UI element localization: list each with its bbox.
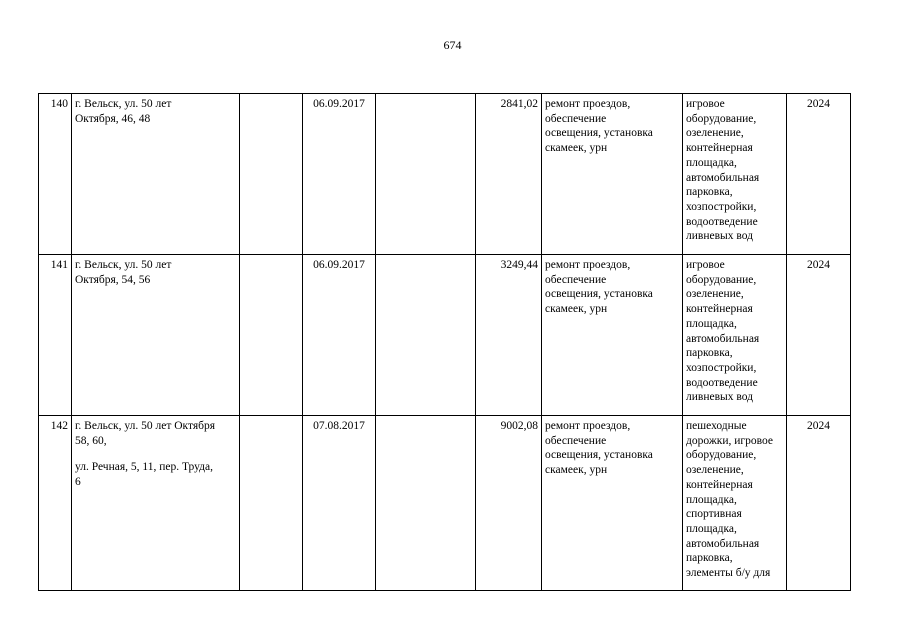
table-row <box>39 416 851 591</box>
date-cell <box>303 255 376 416</box>
year-text: 2024 <box>807 259 830 271</box>
empty-cell <box>376 416 476 591</box>
address-text: г. Вельск, ул. 50 лет Октября 58, 60, <box>75 420 216 447</box>
additional-works-text: игровое оборудование, озеленение, контейнерная площадка, автомобильная парковка, хозпостройки, водоотведение ливневых вод <box>686 259 760 404</box>
empty-cell <box>376 94 476 255</box>
amount-cell <box>476 255 542 416</box>
registry-table <box>38 93 851 591</box>
year-cell <box>787 94 851 255</box>
additional-works-text: пешеходные дорожки, игровое оборудование, озеленение, контейнерная площадка, спортивная площадка, автомобильная парковка, элементы б/у для <box>686 420 773 580</box>
minimal-works-cell <box>542 255 683 416</box>
row-number: 140 <box>50 98 68 110</box>
year-text: 2024 <box>807 420 830 432</box>
empty-cell <box>240 416 303 591</box>
additional-works-cell <box>683 416 787 591</box>
date-text: 06.09.2017 <box>313 98 365 110</box>
minimal-works-text: ремонт проездов, обеспечение освещения, установка скамеек, урн <box>545 98 653 155</box>
address-cell <box>72 416 240 591</box>
table-row <box>39 255 851 416</box>
row-number-cell <box>39 94 72 255</box>
date-cell <box>303 416 376 591</box>
table-row <box>39 94 851 255</box>
address-text: г. Вельск, ул. 50 лет Октября, 46, 48 <box>75 98 172 125</box>
date-cell <box>303 94 376 255</box>
additional-works-text: игровое оборудование, озеленение, контейнерная площадка, автомобильная парковка, хозпостройки, водоотведение ливневых вод <box>686 98 760 243</box>
additional-works-cell <box>683 255 787 416</box>
amount-text: 9002,08 <box>500 420 538 432</box>
year-cell <box>787 416 851 591</box>
empty-cell <box>240 94 303 255</box>
address-extra-text: ул. Речная, 5, 11, пер. Труда, 6 <box>75 461 213 489</box>
amount-cell <box>476 416 542 591</box>
row-number: 142 <box>50 420 68 432</box>
year-text: 2024 <box>807 98 830 110</box>
date-text: 07.08.2017 <box>313 420 365 432</box>
empty-cell <box>376 255 476 416</box>
minimal-works-cell <box>542 94 683 255</box>
row-number: 141 <box>50 259 68 271</box>
amount-cell <box>476 94 542 255</box>
date-text: 06.09.2017 <box>313 259 365 271</box>
amount-text: 3249,44 <box>500 259 538 271</box>
row-number-cell <box>39 416 72 591</box>
minimal-works-cell <box>542 416 683 591</box>
row-number-cell <box>39 255 72 416</box>
empty-cell <box>240 255 303 416</box>
amount-text: 2841,02 <box>500 98 538 110</box>
address-text: г. Вельск, ул. 50 лет Октября, 54, 56 <box>75 259 172 286</box>
minimal-works-text: ремонт проездов, обеспечение освещения, установка скамеек, урн <box>545 259 653 316</box>
address-cell <box>72 255 240 416</box>
year-cell <box>787 255 851 416</box>
additional-works-cell <box>683 94 787 255</box>
address-cell <box>72 94 240 255</box>
page-number: 674 <box>443 38 462 52</box>
minimal-works-text: ремонт проездов, обеспечение освещения, установка скамеек, урн <box>545 420 653 477</box>
